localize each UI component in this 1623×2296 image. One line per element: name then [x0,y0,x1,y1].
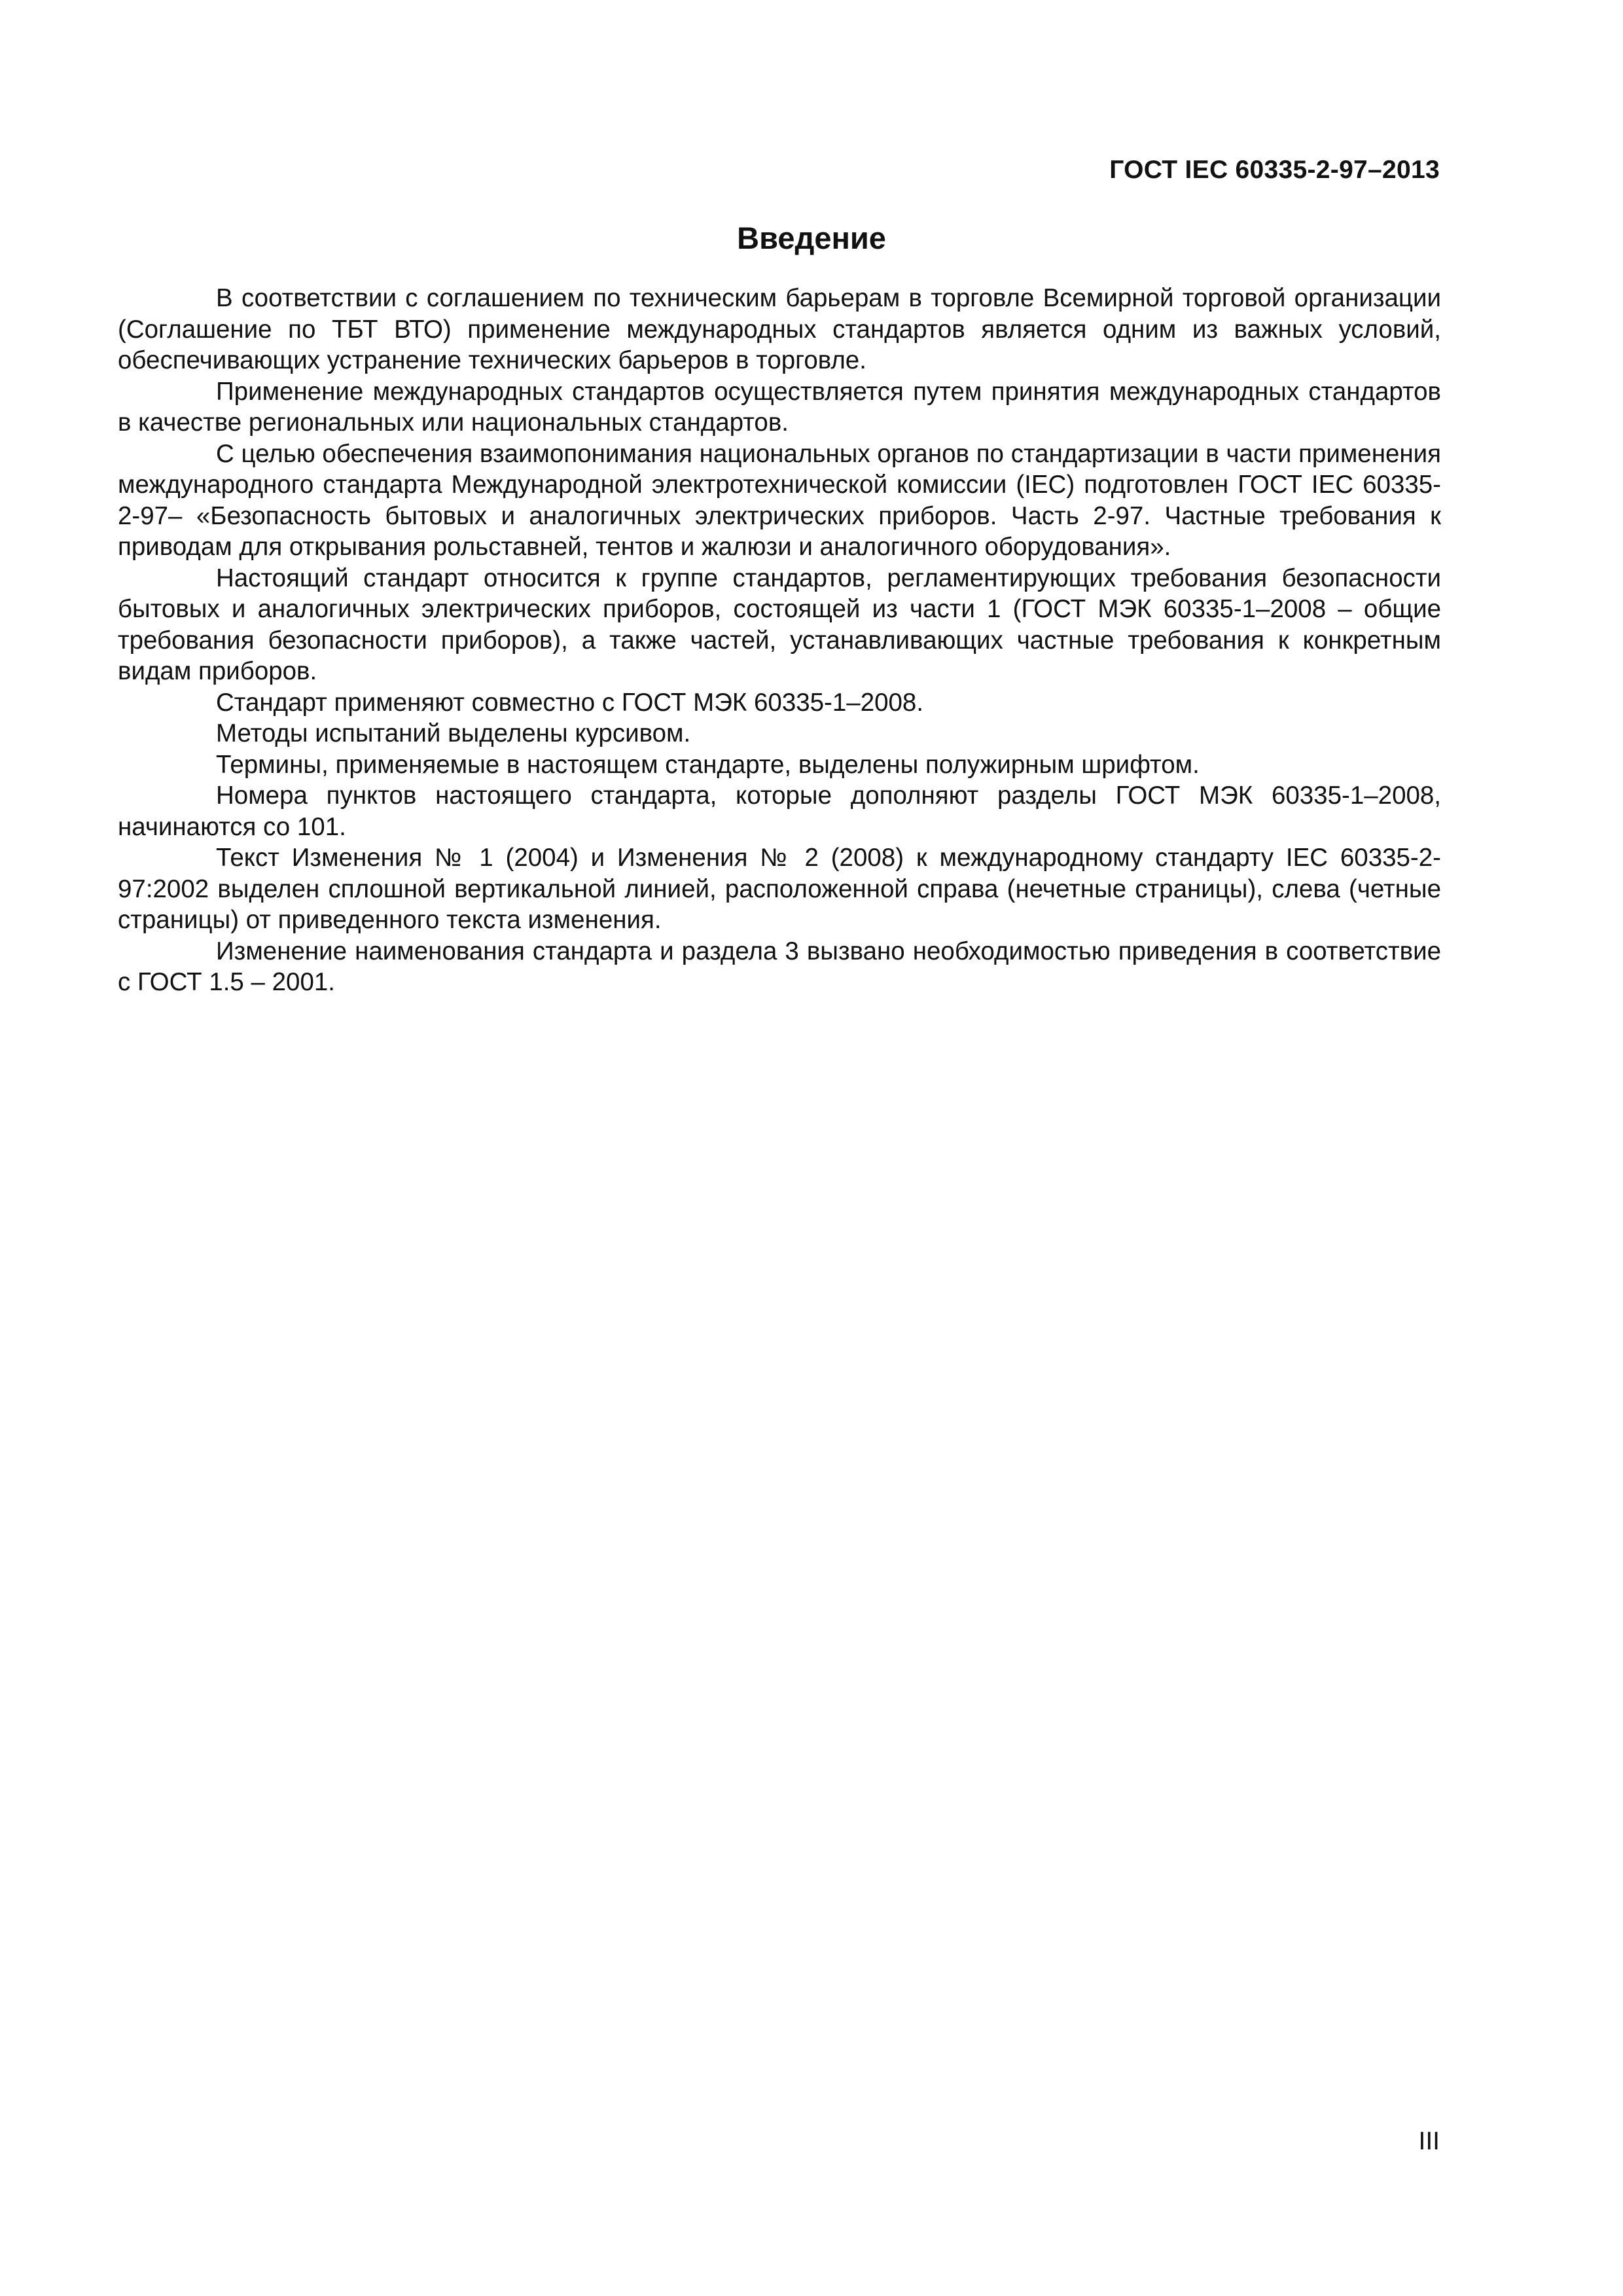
paragraph: Методы испытаний выделены курсивом. [216,719,691,747]
paragraph: Номера пунктов настоящего стандарта, которые дополняют разделы ГОСТ МЭК 60335-1–2008, начинаются со 101. [118,781,1441,841]
paragraph: Текст Изменения № 1 (2004) и Изменения № 2 (2008) к международному стандарту IEC 60335-2-97:2002 выделен сплошной вертикальной линией, расположенной справа (нечетные страницы), слева (четные страницы) от приведенного текста изменения. [118,844,1441,934]
introduction-body [118,283,1441,998]
paragraph: Термины, применяемые в настоящем стандарте, выделены полужирным шрифтом. [216,750,1200,779]
paragraph: Изменение наименования стандарта и раздела 3 вызвано необходимостью приведения в соответствие с ГОСТ 1.5 – 2001. [118,937,1441,996]
paragraph: Стандарт применяют совместно с ГОСТ МЭК 60335-1–2008. [216,688,924,717]
paragraph: Настоящий стандарт относится к группе стандартов, регламентирующих требования безопасности бытовых и аналогичных электрических приборов, состоящей из части 1 (ГОСТ МЭК 60335-1–2008 – общие требования безопасности приборов), а также частей, устанавливающих частные требования к конкретным видам приборов. [118,564,1441,685]
document-code: ГОСТ IEC 60335-2-97–2013 [1109,156,1440,184]
paragraph: Применение международных стандартов осуществляется путем принятия международных стандартов в качестве региональных или национальных стандартов. [118,377,1441,437]
page-number: III [1418,2127,1440,2155]
paragraph: С целью обеспечения взаимопонимания национальных органов по стандартизации в части применения международного стандарта Международной электротехнической комиссии (IEC) подготовлен ГОСТ IEC 60335-2-97– «Безопасность бытовых и аналогичных электрических приборов. Часть 2-97. Частные требования к приводам для открывания рольставней, тентов и жалюзи и аналогичного оборудования». [118,439,1441,561]
section-title: Введение [737,221,886,255]
paragraph: В соответствии с соглашением по техническим барьерам в торговле Всемирной торговой организации (Соглашение по ТБТ ВТО) применение международных стандартов является одним из важных условий, обеспечивающих устранение технических барьеров в торговле. [118,284,1441,374]
